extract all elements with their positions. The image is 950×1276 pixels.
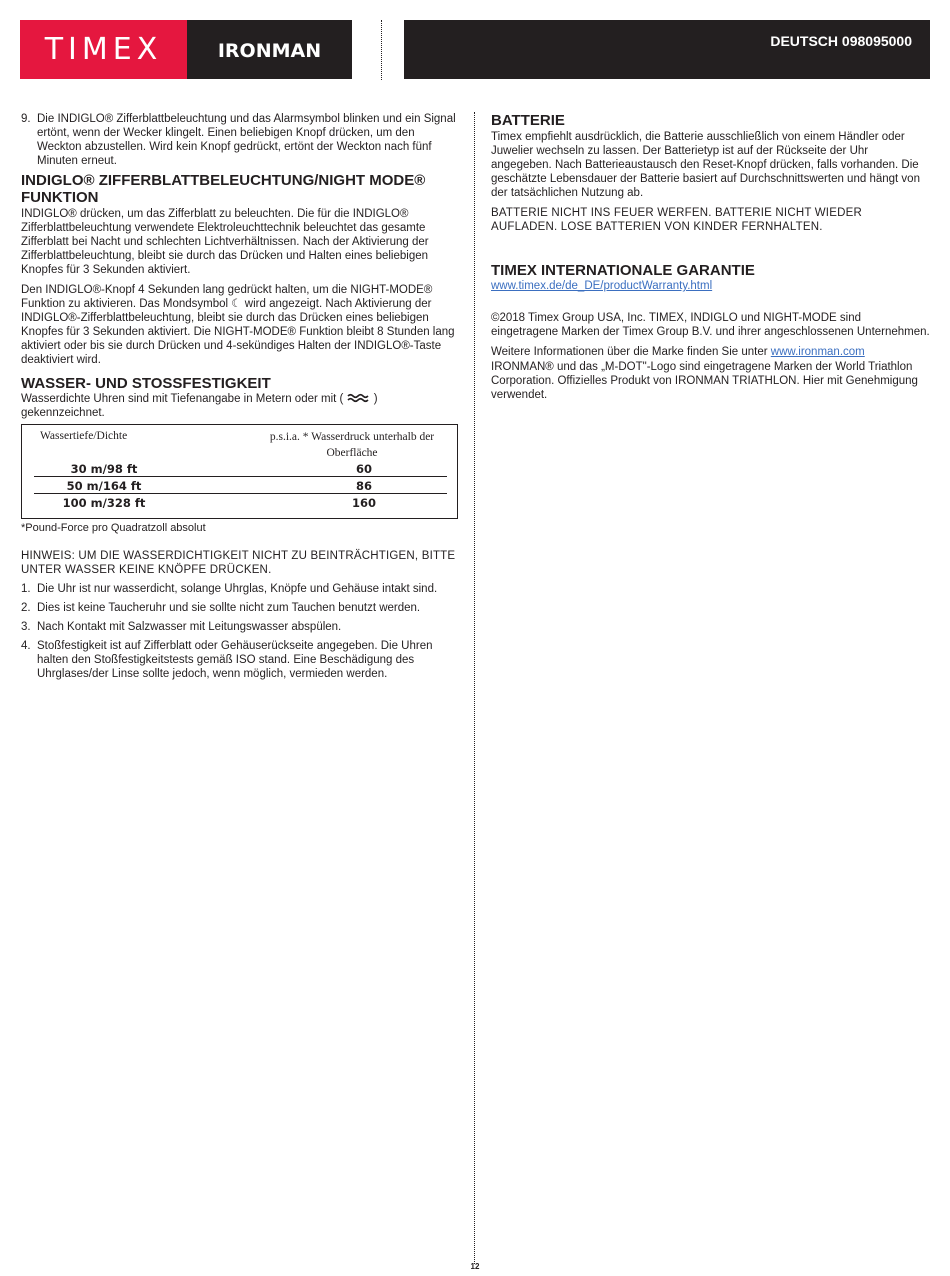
warranty-link[interactable]: www.timex.de/de_DE/productWarranty.html xyxy=(491,280,713,292)
header-divider xyxy=(381,20,382,80)
indiglo-paragraph-1: INDIGLO® drücken, um das Zifferblatt zu beleuchten. Die für die INDIGLO® Zifferblattbeleuchtung verwendete Elektroleuchttechnik beleuchtet das gesamte Zifferblatt bei Nacht und schlechten Lichtverhältnissen. Nach der Aktivierung der Zifferblattbeleuchtung, bleibt sie durch das Drücken und Halten eines beliebigen Knopfes für 3 Sekunden aktiviert. xyxy=(21,208,429,276)
table-row: 50 m/164 ft 86 xyxy=(66,479,372,493)
list-item: 4. Stoßfestigkeit ist auf Zifferblatt oder Gehäuserückseite angegeben. Die Uhren halten den Stoßfestigkeitstests gemäß ISO stand. Eine Beschädigung des Uhrglases/der Linse sollte jedoch, wenn möglich, vermieden werden. xyxy=(21,640,433,680)
page-number: 12 xyxy=(470,1262,480,1271)
language-code: DEUTSCH 098095000 xyxy=(770,33,912,49)
water-notice: HINWEIS: UM DIE WASSERDICHTIGKEIT NICHT ZU BEINTRÄCHTIGEN, BITTE UNTER WASSER KEINE KNÖPFE DRÜCKEN. xyxy=(21,550,456,576)
battery-warning: BATTERIE NICHT INS FEUER WERFEN. BATTERIE NICHT WIEDER AUFLADEN. LOSE BATTERIEN VON KINDER FERNHALTEN. xyxy=(491,207,862,233)
water-heading: WASSER- UND STOSSFESTIGKEIT xyxy=(21,375,271,392)
column-divider xyxy=(474,112,475,1264)
table-rule xyxy=(34,493,447,494)
table-row: 30 m/98 ft 60 xyxy=(70,462,372,476)
battery-paragraph: Timex empfiehlt ausdrücklich, die Batterie ausschließlich von einem Händler oder Juwelier wechseln zu lassen. Der Batterietyp ist auf der Rückseite der Uhr angegeben. Nach Batterieaustausch den Reset-Knopf drücken, falls vorhanden. Die geschätzte Lebensdauer der Batterie basiert auf Durchschnittswerten und hängt von der tatsächlichen Nutzung ab. xyxy=(491,131,920,199)
right-column xyxy=(491,112,930,402)
table-footnote: *Pound-Force pro Quadratzoll absolut xyxy=(21,522,206,534)
water-resistance-table xyxy=(21,424,458,519)
ironman-link[interactable]: www.ironman.com xyxy=(770,346,865,358)
ironman-trademark-text: IRONMAN® und das „M-DOT"-Logo sind eingetragene Marken der World Triathlon Corporation. Offizielles Produkt von IRONMAN TRIATHLON. Hier mit Genehmigung verwendet. xyxy=(491,361,918,401)
warranty-link-line xyxy=(491,279,930,293)
ironman-logo: IRONMAN xyxy=(187,20,352,79)
timex-logo: TIMEX xyxy=(20,20,187,79)
more-info-text: Weitere Informationen über die Marke finden Sie unter www.ironman.com xyxy=(491,346,865,358)
table-header-depth: Wassertiefe/Dichte xyxy=(40,430,128,442)
table-row: 100 m/328 ft 160 xyxy=(62,496,376,510)
battery-heading: BATTERIE xyxy=(491,112,565,129)
water-intro: Wasserdichte Uhren sind mit Tiefenangabe in Metern oder mit ( ) gekennzeichnet. xyxy=(21,393,378,419)
table-header-pressure: p.s.i.a. * Wasserdruck unterhalb der Oberfläche xyxy=(269,431,435,459)
list-item: 3. Nach Kontakt mit Salzwasser mit Leitungswasser abspülen. xyxy=(21,621,342,633)
warranty-heading: TIMEX INTERNATIONALE GARANTIE xyxy=(491,262,755,279)
wave-water-icon xyxy=(347,393,371,403)
indiglo-paragraph-2: Den INDIGLO®-Knopf 4 Sekunden lang gedrückt halten, um die NIGHT-MODE® Funktion zu aktivieren. Das Mondsymbol ☾ wird angezeigt. Nach Aktivierung der INDIGLO®-Zifferblattbeleuchtung, bleibt sie durch das Drücken eines beliebigen Knopfes für 3 Sekunden aktiviert. Die NIGHT-MODE® Funktion bleibt 8 Stunden lang aktiviert oder bis sie durch Drücken und 4-sekündiges Halten der INDIGLO®-Taste deaktiviert wird. xyxy=(21,284,455,366)
list-item: 1. Die Uhr ist nur wasserdicht, solange Uhrglas, Knöpfe und Gehäuse intakt sind. xyxy=(21,583,438,595)
copyright-text: ©2018 Timex Group USA, Inc. TIMEX, INDIGLO und NIGHT-MODE sind eingetragene Marken der Timex Group B.V. und ihrer angeschlossenen Unternehmen. xyxy=(491,312,930,338)
list-item: 2. Dies ist keine Taucheruhr und sie sollte nicht zum Tauchen benutzt werden. xyxy=(21,602,421,614)
table-rule xyxy=(34,476,447,477)
list-item: 9. Die INDIGLO® Zifferblattbeleuchtung und das Alarmsymbol blinken und ein Signal ertönt, wenn der Wecker klingelt. Einen beliebigen Knopf drücken, um den Weckton abzustellen. Wird kein Knopf gedrückt, ertönt der Weckton nach fünf Minuten erneut. xyxy=(21,113,456,167)
left-column xyxy=(21,112,458,681)
header-bar xyxy=(404,20,930,79)
indiglo-heading: INDIGLO® ZIFFERBLATTBELEUCHTUNG/NIGHT MODE® FUNKTION xyxy=(21,172,426,206)
